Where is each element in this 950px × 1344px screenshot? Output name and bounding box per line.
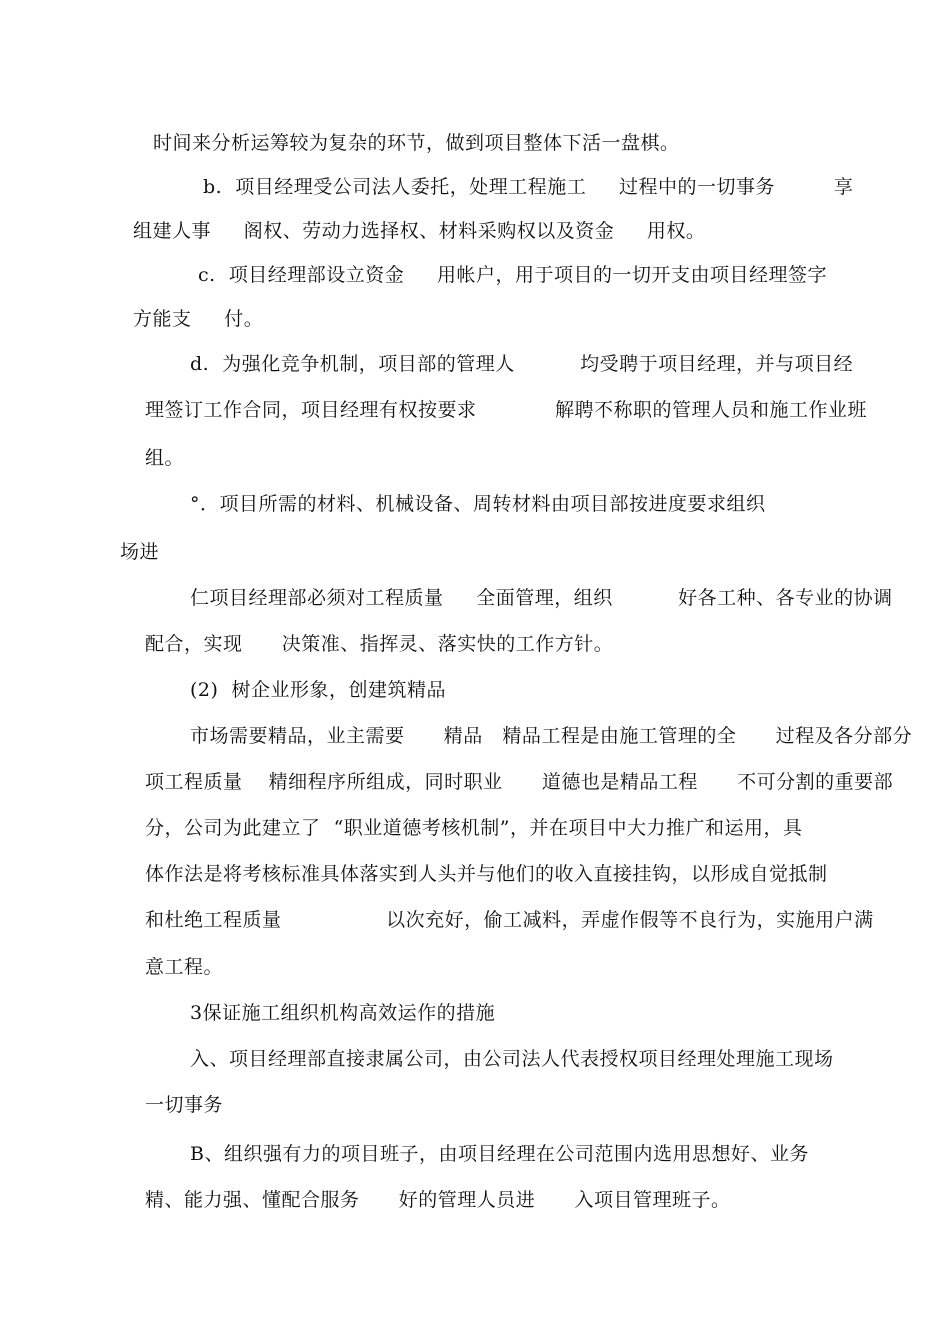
text-line-7: 理签订工作合同，项目经理有权按要求 解聘不称职的管理人员和施工作业班: [145, 399, 867, 421]
text-line-20: 3保证施工组织机构高效运作的措施: [190, 1002, 496, 1024]
text-line-16: 分，公司为此建立了 “职业道德考核机制”，并在项目中大力推广和运用，具: [145, 817, 803, 839]
text-line-6: d. 为强化竞争机制，项目部的管理人 均受聘于项目经理，并与项目经: [190, 353, 854, 375]
text-line-24: 精、能力强、懂配合服务 好的管理人员进 入项目管理班子。: [145, 1189, 731, 1211]
text-line-15: 项工程质量 精细程序所组成，同时职业 道德也是精品工程 不可分割的重要部: [145, 771, 894, 793]
text-line-17: 体作法是将考核标准具体落实到人头并与他们的收入直接挂钩，以形成自觉抵制: [145, 863, 828, 885]
text-line-22: 一切事务: [145, 1094, 224, 1116]
text-line-21: 入、项目经理部直接隶属公司，由公司法人代表授权项目经理处理施工现场: [190, 1048, 834, 1070]
text-line-18: 和杜绝工程质量 以次充好，偷工减料，弄虚作假等不良行为，实施用户满: [145, 909, 874, 931]
text-line-3: 组建人事 阁权、劳动力选择权、材料采购权以及资金 用权。: [133, 220, 706, 242]
text-line-14: 市场需要精品，业主需要 精品 精品工程是由施工管理的全 过程及各分部分: [190, 725, 913, 747]
text-line-13: (2) 树企业形象，创建筑精品: [190, 679, 446, 701]
text-line-23: B、组织强有力的项目班子，由项目经理在公司范围内选用思想好、业务: [190, 1143, 809, 1165]
text-line-10: 场进: [120, 541, 160, 563]
text-line-5: 方能支 付。: [133, 308, 264, 330]
text-line-19: 意工程。: [145, 956, 224, 978]
text-line-1: 时间来分析运筹较为复杂的环节，做到项目整体下活一盘棋。: [153, 132, 680, 154]
text-line-12: 配合，实现 决策准、指挥灵、落实快的工作方针。: [145, 633, 614, 655]
text-line-4: c. 项目经理部设立资金 用帐户，用于项目的一切开支由项目经理签字: [198, 264, 827, 286]
text-line-9: °．项目所需的材料、机械设备、周转材料由项目部按进度要求组织: [190, 493, 766, 515]
text-line-11: 仁项目经理部必须对工程质量 全面管理，组织 好各工种、各专业的协调: [190, 587, 893, 609]
text-line-8: 组。: [145, 447, 185, 469]
text-line-2: b. 项目经理受公司法人委托，处理工程施工 过程中的一切事务 享: [203, 176, 854, 198]
